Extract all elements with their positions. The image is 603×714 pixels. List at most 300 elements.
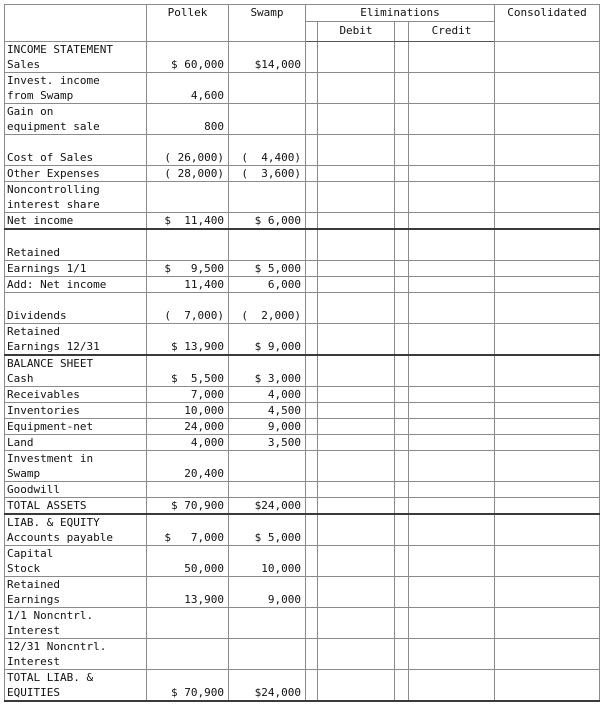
row-label [5, 213, 147, 230]
row-value-swamp [229, 166, 306, 182]
row-label-line2: Interest [7, 655, 60, 668]
row-value-swamp [229, 451, 306, 482]
row-value-credit [409, 482, 495, 498]
row-value-pollek-text: 4,600 [190, 89, 224, 102]
row-value-swamp-text: $14,000 [254, 58, 301, 71]
row-cell-elim-narrow-1 [306, 324, 318, 356]
row-label [5, 451, 147, 482]
row-label-line1: Gain on [7, 105, 54, 118]
header-group-row [5, 5, 600, 22]
row-value-consolidated-text [495, 623, 595, 638]
row-value-consolidated [495, 135, 600, 166]
row-value-consolidated [495, 277, 600, 293]
row-value-pollek-text [147, 197, 224, 212]
header-pollek: Pollek [147, 5, 229, 42]
row-value-debit-text [318, 57, 390, 72]
row-value-swamp [229, 229, 306, 261]
row-label [5, 104, 147, 135]
row-value-pollek-text: $ 7,000 [164, 531, 224, 544]
row-value-debit-text [318, 387, 390, 402]
row-value-swamp [229, 387, 306, 403]
row-label-line2: Interest [7, 624, 60, 637]
row-label [5, 135, 147, 166]
row-value-credit [409, 182, 495, 213]
row-value-consolidated-text [495, 57, 595, 72]
row-cell-elim-narrow-2 [395, 670, 409, 702]
row-cell-elim-narrow-1 [306, 498, 318, 515]
row-label-line1: Inventories [7, 404, 80, 417]
row-value-pollek [147, 577, 229, 608]
row-label [5, 514, 147, 546]
row-value-credit-text [409, 261, 490, 276]
row-value-credit-text [409, 57, 490, 72]
row-value-debit-text [318, 403, 390, 418]
row-value-pollek [147, 73, 229, 104]
row-value-debit-text [318, 623, 390, 638]
row-value-swamp-text: 6,000 [267, 278, 301, 291]
row-value-pollek [147, 135, 229, 166]
row-value-swamp [229, 608, 306, 639]
row-value-credit [409, 639, 495, 670]
row-value-pollek [147, 498, 229, 515]
row-value-debit-text [318, 435, 390, 450]
row-value-pollek-text: 11,400 [184, 278, 224, 291]
table-row [5, 670, 600, 702]
row-value-consolidated-text [495, 592, 595, 607]
row-cell-elim-narrow-2 [395, 42, 409, 73]
row-label [5, 277, 147, 293]
row-cell-elim-narrow-2 [395, 498, 409, 515]
row-value-consolidated-text [495, 197, 595, 212]
row-value-debit [318, 419, 395, 435]
row-value-debit-text [318, 277, 390, 292]
row-value-swamp-text: ( 2,000) [241, 309, 301, 322]
row-value-credit [409, 435, 495, 451]
row-value-credit-text [409, 419, 490, 434]
row-value-pollek [147, 608, 229, 639]
row-value-swamp [229, 182, 306, 213]
row-cell-elim-narrow-2 [395, 435, 409, 451]
row-cell-elim-narrow-2 [395, 608, 409, 639]
row-value-credit [409, 451, 495, 482]
header-consolidated: Consolidated [495, 5, 600, 42]
row-value-swamp-text [229, 482, 301, 497]
row-value-consolidated-text [495, 482, 595, 497]
row-value-debit-text [318, 88, 390, 103]
row-label [5, 608, 147, 639]
row-value-consolidated [495, 498, 600, 515]
row-value-credit [409, 277, 495, 293]
row-value-debit [318, 42, 395, 73]
row-label-line2: EQUITIES [7, 686, 60, 699]
row-value-consolidated-text [495, 530, 595, 545]
row-value-consolidated [495, 451, 600, 482]
row-value-consolidated [495, 546, 600, 577]
row-value-consolidated-text [495, 277, 595, 292]
row-value-debit-text [318, 150, 390, 165]
row-value-swamp [229, 639, 306, 670]
row-label-line1: Noncontrolling [7, 183, 100, 196]
row-cell-elim-narrow-1 [306, 451, 318, 482]
row-label [5, 577, 147, 608]
table-row [5, 135, 600, 166]
row-label-line2: Cash [7, 372, 34, 385]
row-value-credit-text [409, 245, 490, 260]
row-value-credit-text [409, 371, 490, 386]
row-cell-elim-narrow-1 [306, 387, 318, 403]
row-value-consolidated [495, 261, 600, 277]
row-value-consolidated-text [495, 654, 595, 669]
row-cell-elim-narrow-2 [395, 166, 409, 182]
row-value-debit [318, 135, 395, 166]
table-row [5, 229, 600, 261]
row-value-credit-text [409, 592, 490, 607]
row-value-debit [318, 403, 395, 419]
row-value-credit [409, 387, 495, 403]
row-value-credit-text [409, 166, 490, 181]
row-value-credit-text [409, 88, 490, 103]
table-row [5, 42, 600, 73]
row-value-swamp-text: 10,000 [261, 562, 301, 575]
row-value-swamp [229, 577, 306, 608]
row-cell-elim-narrow-1 [306, 261, 318, 277]
row-value-pollek [147, 213, 229, 230]
row-cell-elim-narrow-1 [306, 42, 318, 73]
row-value-pollek-text [147, 623, 224, 638]
row-label [5, 403, 147, 419]
header-swamp: Swamp [229, 5, 306, 42]
row-value-consolidated-text [495, 387, 595, 402]
row-cell-elim-narrow-2 [395, 355, 409, 387]
row-value-consolidated [495, 73, 600, 104]
row-value-debit-text [318, 261, 390, 276]
row-value-pollek [147, 355, 229, 387]
row-value-credit-text [409, 150, 490, 165]
row-label-line1: INCOME STATEMENT [7, 43, 113, 56]
row-value-swamp [229, 355, 306, 387]
row-value-consolidated [495, 229, 600, 261]
row-label [5, 546, 147, 577]
row-value-consolidated-text [495, 308, 595, 323]
table-row [5, 482, 600, 498]
row-cell-elim-narrow-2 [395, 403, 409, 419]
row-value-credit-text [409, 482, 490, 497]
row-value-debit [318, 670, 395, 702]
row-value-debit [318, 435, 395, 451]
row-value-debit [318, 639, 395, 670]
row-cell-elim-narrow-2 [395, 387, 409, 403]
row-value-consolidated [495, 435, 600, 451]
row-value-pollek-text: 13,900 [184, 593, 224, 606]
table-row [5, 182, 600, 213]
row-value-credit-text [409, 654, 490, 669]
header-credit: Credit [409, 22, 495, 42]
row-value-credit [409, 514, 495, 546]
table-body [5, 42, 600, 702]
row-value-consolidated [495, 166, 600, 182]
row-value-consolidated-text [495, 435, 595, 450]
row-value-consolidated-text [495, 119, 595, 134]
row-cell-elim-narrow-2 [395, 482, 409, 498]
row-value-debit-text [318, 466, 390, 481]
row-value-pollek-text [147, 482, 224, 497]
row-value-credit [409, 73, 495, 104]
row-label-line1 [7, 135, 146, 150]
row-value-debit [318, 482, 395, 498]
row-value-credit-text [409, 466, 490, 481]
row-value-pollek [147, 104, 229, 135]
row-value-credit [409, 293, 495, 324]
row-value-credit [409, 42, 495, 73]
row-value-swamp-text: ( 4,400) [241, 151, 301, 164]
row-value-swamp [229, 293, 306, 324]
row-value-swamp-text [229, 119, 301, 134]
row-value-consolidated [495, 293, 600, 324]
row-value-pollek-text: 10,000 [184, 404, 224, 417]
row-label-line2: Earnings [7, 593, 60, 606]
row-cell-elim-narrow-2 [395, 73, 409, 104]
row-value-debit [318, 182, 395, 213]
row-value-consolidated-text [495, 213, 595, 228]
table-row [5, 577, 600, 608]
row-label-line2: Retained [7, 246, 60, 259]
row-value-credit [409, 577, 495, 608]
row-label [5, 182, 147, 213]
row-value-debit-text [318, 685, 390, 700]
table-row [5, 608, 600, 639]
row-value-consolidated [495, 213, 600, 230]
row-value-pollek-text: ( 7,000) [164, 309, 224, 322]
row-label-line2: equipment sale [7, 120, 100, 133]
consolidation-worksheet [4, 4, 599, 702]
row-cell-elim-narrow-1 [306, 514, 318, 546]
row-value-consolidated [495, 42, 600, 73]
row-cell-elim-narrow-2 [395, 419, 409, 435]
row-value-credit-text [409, 403, 490, 418]
row-label-line1: BALANCE SHEET [7, 357, 94, 370]
row-value-swamp-text: $ 5,000 [254, 262, 301, 275]
row-value-swamp-text [229, 197, 301, 212]
header-elim-narrow-1 [306, 22, 318, 42]
row-label [5, 166, 147, 182]
row-value-credit [409, 104, 495, 135]
row-value-swamp-text: 4,000 [267, 388, 301, 401]
row-cell-elim-narrow-1 [306, 213, 318, 230]
row-label-line1: Goodwill [7, 483, 60, 496]
row-label [5, 42, 147, 73]
row-label-line1: Retained [7, 578, 60, 591]
row-label-line2: Sales [7, 58, 41, 71]
row-value-pollek [147, 451, 229, 482]
row-label-line2: interest share [7, 198, 100, 211]
row-value-pollek [147, 387, 229, 403]
row-value-pollek [147, 546, 229, 577]
row-label [5, 324, 147, 356]
row-value-pollek [147, 229, 229, 261]
row-value-credit-text [409, 561, 490, 576]
row-value-swamp-text [229, 654, 301, 669]
row-value-debit [318, 324, 395, 356]
row-value-credit-text [409, 387, 490, 402]
table-row [5, 435, 600, 451]
row-cell-elim-narrow-1 [306, 639, 318, 670]
row-value-consolidated [495, 182, 600, 213]
row-value-debit-text [318, 371, 390, 386]
row-label-line1: TOTAL LIAB. & [7, 671, 94, 684]
row-label [5, 419, 147, 435]
row-value-debit-text [318, 245, 390, 260]
table-row [5, 261, 600, 277]
row-value-debit [318, 355, 395, 387]
row-value-swamp [229, 403, 306, 419]
row-value-consolidated-text [495, 685, 595, 700]
row-cell-elim-narrow-2 [395, 261, 409, 277]
row-label [5, 482, 147, 498]
row-cell-elim-narrow-1 [306, 277, 318, 293]
row-value-credit [409, 546, 495, 577]
row-label-line1 [7, 230, 146, 245]
row-value-debit [318, 73, 395, 104]
row-value-pollek-text [147, 245, 224, 260]
row-value-consolidated [495, 355, 600, 387]
row-value-pollek [147, 419, 229, 435]
row-cell-elim-narrow-1 [306, 293, 318, 324]
row-value-debit [318, 546, 395, 577]
row-value-credit-text [409, 213, 490, 228]
row-value-consolidated-text [495, 339, 595, 354]
row-value-debit-text [318, 213, 390, 228]
row-cell-elim-narrow-2 [395, 451, 409, 482]
row-cell-elim-narrow-2 [395, 104, 409, 135]
row-value-consolidated [495, 419, 600, 435]
row-value-debit [318, 608, 395, 639]
row-value-swamp [229, 514, 306, 546]
row-value-credit-text [409, 530, 490, 545]
row-cell-elim-narrow-1 [306, 577, 318, 608]
row-value-debit-text [318, 308, 390, 323]
row-value-consolidated [495, 482, 600, 498]
row-label-line1: Equipment-net [7, 420, 94, 433]
row-value-consolidated [495, 577, 600, 608]
row-value-swamp-text: $24,000 [254, 499, 301, 512]
row-value-swamp-text: $ 6,000 [254, 214, 301, 227]
row-value-pollek-text: ( 26,000) [164, 151, 224, 164]
row-label-line1: Earnings 1/1 [7, 262, 87, 275]
table-row [5, 324, 600, 356]
row-value-debit [318, 229, 395, 261]
row-value-credit-text [409, 498, 490, 513]
row-value-credit [409, 498, 495, 515]
row-value-pollek [147, 182, 229, 213]
table-row [5, 451, 600, 482]
row-value-swamp-text: 9,000 [267, 420, 301, 433]
row-value-pollek-text: 7,000 [190, 388, 224, 401]
row-label [5, 293, 147, 324]
row-value-swamp [229, 419, 306, 435]
row-label-line2: Stock [7, 562, 41, 575]
row-value-swamp-text [229, 623, 301, 638]
row-value-credit-text [409, 435, 490, 450]
table-row [5, 639, 600, 670]
table-row [5, 213, 600, 230]
row-label-line2: Dividends [7, 309, 67, 322]
row-value-debit-text [318, 498, 390, 513]
row-value-credit-text [409, 197, 490, 212]
row-value-consolidated [495, 387, 600, 403]
row-value-pollek-text: 50,000 [184, 562, 224, 575]
row-cell-elim-narrow-2 [395, 277, 409, 293]
row-value-debit-text [318, 197, 390, 212]
row-cell-elim-narrow-1 [306, 482, 318, 498]
row-value-consolidated-text [495, 403, 595, 418]
row-cell-elim-narrow-1 [306, 419, 318, 435]
header-corner-cell [5, 5, 147, 42]
row-label-line2: Swamp [7, 467, 41, 480]
table-row [5, 355, 600, 387]
row-label-line1: Receivables [7, 388, 80, 401]
row-value-pollek-text: $ 70,900 [171, 499, 224, 512]
row-value-pollek [147, 324, 229, 356]
row-label-line1: 12/31 Noncntrl. [7, 640, 107, 653]
row-value-credit [409, 213, 495, 230]
row-cell-elim-narrow-1 [306, 403, 318, 419]
row-cell-elim-narrow-1 [306, 182, 318, 213]
row-value-pollek [147, 514, 229, 546]
table-row [5, 73, 600, 104]
row-value-pollek [147, 293, 229, 324]
row-value-swamp-text: ( 3,600) [241, 167, 301, 180]
table-row [5, 104, 600, 135]
table-row [5, 514, 600, 546]
row-label-line1: LIAB. & EQUITY [7, 516, 100, 529]
row-cell-elim-narrow-2 [395, 577, 409, 608]
row-label-line1 [7, 293, 146, 308]
row-cell-elim-narrow-1 [306, 608, 318, 639]
row-value-debit [318, 261, 395, 277]
row-value-debit [318, 213, 395, 230]
row-value-debit-text [318, 654, 390, 669]
row-cell-elim-narrow-2 [395, 639, 409, 670]
row-label-line1: Investment in [7, 452, 94, 465]
row-value-swamp-text [229, 88, 301, 103]
row-value-pollek [147, 639, 229, 670]
row-cell-elim-narrow-2 [395, 135, 409, 166]
header-eliminations-group: Eliminations [306, 5, 495, 22]
row-value-pollek [147, 261, 229, 277]
row-value-swamp [229, 73, 306, 104]
row-value-swamp [229, 213, 306, 230]
row-value-debit-text [318, 119, 390, 134]
row-value-debit [318, 498, 395, 515]
row-value-debit [318, 104, 395, 135]
row-value-debit [318, 387, 395, 403]
row-label-line2: Accounts payable [7, 531, 113, 544]
row-cell-elim-narrow-1 [306, 135, 318, 166]
row-value-credit-text [409, 685, 490, 700]
row-value-debit-text [318, 482, 390, 497]
row-value-pollek-text: 24,000 [184, 420, 224, 433]
row-value-debit [318, 277, 395, 293]
row-cell-elim-narrow-2 [395, 293, 409, 324]
row-value-swamp [229, 324, 306, 356]
row-value-credit-text [409, 623, 490, 638]
row-value-debit-text [318, 530, 390, 545]
row-value-debit-text [318, 561, 390, 576]
row-label [5, 229, 147, 261]
row-value-credit [409, 403, 495, 419]
row-value-pollek [147, 42, 229, 73]
row-value-consolidated-text [495, 245, 595, 260]
